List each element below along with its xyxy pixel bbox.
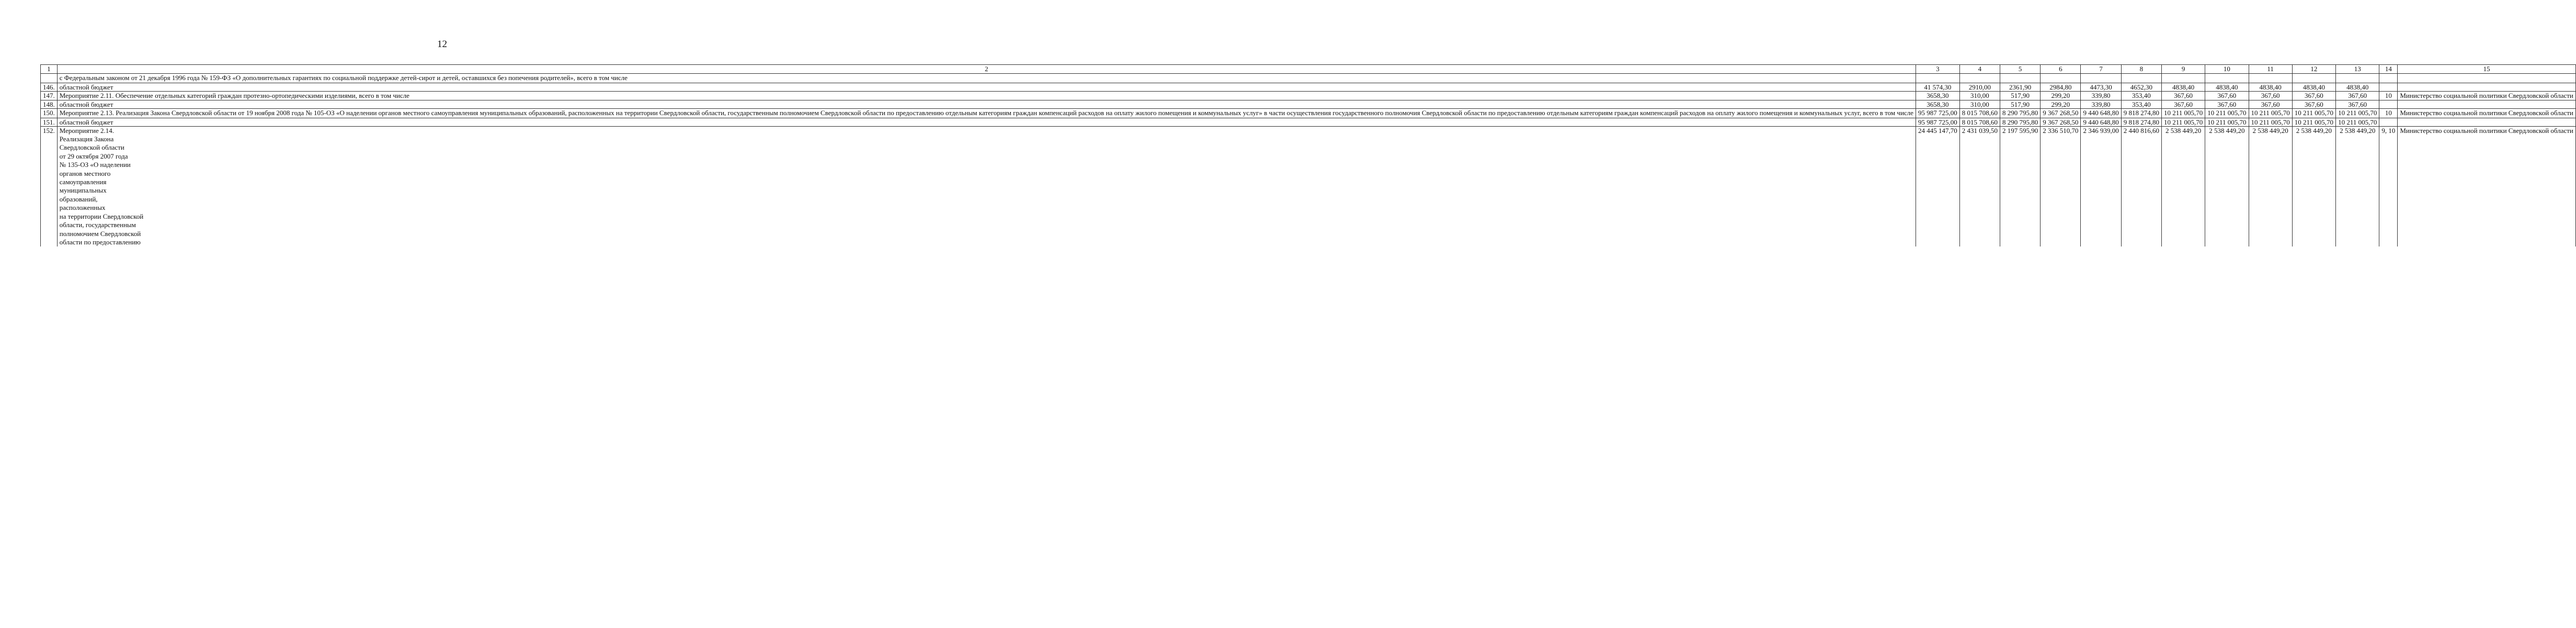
amount-cell: 310,00 (1959, 100, 2000, 109)
row-number: 146. (41, 83, 58, 91)
row-number: 152. (41, 126, 58, 246)
amount-cell: 367,60 (2161, 91, 2205, 100)
amount-cell: 10 211 005,70 (2161, 109, 2205, 118)
column-header: 8 (2121, 65, 2161, 74)
target-indicator-cell: 10 (2379, 91, 2398, 100)
amount-cell: 299,20 (2041, 100, 2081, 109)
amount-cell: 367,60 (2292, 91, 2335, 100)
amount-cell: 367,60 (2336, 91, 2379, 100)
target-indicator-cell (2379, 83, 2398, 91)
amount-cell (2336, 74, 2379, 83)
amount-cell (2000, 74, 2040, 83)
amount-cell: 2361,90 (2000, 83, 2040, 91)
row-description: областной бюджет (57, 100, 1916, 109)
row-description: с Федеральным законом от 21 декабря 1996 года № 159-ФЗ «О дополнительных гарантиях по социальной поддержке детей-сирот и детей, оставшихся без попечения родителей», всего в том числе (57, 74, 1916, 83)
responsible-executor-cell (2398, 118, 2576, 126)
column-header: 10 (2205, 65, 2249, 74)
amount-cell: 2984,80 (2041, 83, 2081, 91)
amount-cell: 367,60 (2161, 100, 2205, 109)
amount-cell: 2910,00 (1959, 83, 2000, 91)
row-number (41, 74, 58, 83)
amount-cell: 367,60 (2292, 100, 2335, 109)
responsible-executor-cell: Министерство социальной политики Свердловской области (2398, 126, 2576, 246)
target-indicator-cell (2379, 118, 2398, 126)
amount-cell: 2 538 449,20 (2161, 126, 2205, 246)
row-number: 147. (41, 91, 58, 100)
row-description: областной бюджет (57, 83, 1916, 91)
table-row (41, 118, 2576, 126)
amount-cell: 2 336 510,70 (2041, 126, 2081, 246)
responsible-executor-cell (2398, 74, 2576, 83)
amount-cell (2041, 74, 2081, 83)
column-header: 12 (2292, 65, 2335, 74)
amount-cell (2205, 74, 2249, 83)
amount-cell: 10 211 005,70 (2292, 109, 2335, 118)
row-description: Мероприятие 2.14. Реализация Закона Свердловской области от 29 октября 2007 года № 135-ОЗ «О наделении органов местного самоуправления муниципальных образований, расположенных на территории Свердловской области, государственным полномочием Свердловской области по предоставлению (57, 126, 1916, 246)
amount-cell: 8 015 708,60 (1959, 109, 2000, 118)
row-description: областной бюджет (57, 118, 1916, 126)
table-row (41, 109, 2576, 118)
column-header: 2 (57, 65, 1916, 74)
amount-cell: 41 574,30 (1916, 83, 1959, 91)
row-number: 148. (41, 100, 58, 109)
amount-cell: 2 440 816,60 (2121, 126, 2161, 246)
table-row (41, 91, 2576, 100)
amount-cell: 2 431 039,50 (1959, 126, 2000, 246)
amount-cell: 4838,40 (2161, 83, 2205, 91)
amount-cell: 4838,40 (2292, 83, 2335, 91)
amount-cell: 299,20 (2041, 91, 2081, 100)
amount-cell: 3658,30 (1916, 91, 1959, 100)
amount-cell: 517,90 (2000, 91, 2040, 100)
amount-cell: 95 987 725,00 (1916, 118, 1959, 126)
table-row (41, 83, 2576, 91)
amount-cell: 367,60 (2336, 100, 2379, 109)
amount-cell: 2 346 939,00 (2081, 126, 2121, 246)
amount-cell (1916, 74, 1959, 83)
amount-cell (2081, 74, 2121, 83)
column-header: 5 (2000, 65, 2040, 74)
table-row (41, 100, 2576, 109)
column-header: 13 (2336, 65, 2379, 74)
target-indicator-cell: 9, 10 (2379, 126, 2398, 246)
amount-cell: 2 538 449,20 (2205, 126, 2249, 246)
amount-cell: 10 211 005,70 (2205, 109, 2249, 118)
row-number: 150. (41, 109, 58, 118)
amount-cell: 310,00 (1959, 91, 2000, 100)
column-header: 4 (1959, 65, 2000, 74)
amount-cell: 9 440 648,80 (2081, 109, 2121, 118)
amount-cell: 4838,40 (2336, 83, 2379, 91)
amount-cell: 3658,30 (1916, 100, 1959, 109)
column-header: 11 (2249, 65, 2292, 74)
amount-cell: 2 538 449,20 (2336, 126, 2379, 246)
amount-cell: 339,80 (2081, 91, 2121, 100)
column-header: 1 (41, 65, 58, 74)
amount-cell: 353,40 (2121, 100, 2161, 109)
responsible-executor-cell: Министерство социальной политики Свердловской области (2398, 91, 2576, 100)
row-description: Мероприятие 2.13. Реализация Закона Свердловской области от 19 ноября 2008 года № 105-ОЗ «О наделении органов местного самоуправления муниципальных образований, расположенных на территории Свердловской области, государственным полномочием Свердловской области по предоставлению отдельным категориям граждан компенсаций расходов на оплату жилого помещения и коммунальных услуг» в части осуществления государственного полномочия Свердловской области по предоставлению отдельным категориям граждан компенсаций расходов на оплату жилого помещения и коммунальных услуг, всего в том числе (57, 109, 1916, 118)
amount-cell: 10 211 005,70 (2161, 118, 2205, 126)
column-header: 6 (2041, 65, 2081, 74)
amount-cell: 4838,40 (2205, 83, 2249, 91)
column-header: 9 (2161, 65, 2205, 74)
responsible-executor-cell (2398, 83, 2576, 91)
column-header: 3 (1916, 65, 1959, 74)
column-header: 14 (2379, 65, 2398, 74)
amount-cell: 8 290 795,80 (2000, 118, 2040, 126)
amount-cell: 2 197 595,90 (2000, 126, 2040, 246)
amount-cell: 367,60 (2249, 100, 2292, 109)
amount-cell: 10 211 005,70 (2336, 118, 2379, 126)
amount-cell: 339,80 (2081, 100, 2121, 109)
amount-cell: 9 367 268,50 (2041, 118, 2081, 126)
amount-cell (2249, 74, 2292, 83)
amount-cell: 10 211 005,70 (2292, 118, 2335, 126)
amount-cell: 9 818 274,80 (2121, 118, 2161, 126)
amount-cell (2292, 74, 2335, 83)
table-row (41, 126, 2576, 246)
amount-cell: 367,60 (2249, 91, 2292, 100)
target-indicator-cell (2379, 100, 2398, 109)
amount-cell: 353,40 (2121, 91, 2161, 100)
amount-cell: 10 211 005,70 (2205, 118, 2249, 126)
amount-cell: 9 818 274,80 (2121, 109, 2161, 118)
amount-cell: 2 538 449,20 (2249, 126, 2292, 246)
amount-cell: 367,60 (2205, 91, 2249, 100)
amount-cell: 517,90 (2000, 100, 2040, 109)
row-number: 151. (41, 118, 58, 126)
column-header: 7 (2081, 65, 2121, 74)
amount-cell: 8 290 795,80 (2000, 109, 2040, 118)
amount-cell: 10 211 005,70 (2249, 109, 2292, 118)
amount-cell: 95 987 725,00 (1916, 109, 1959, 118)
amount-cell (2161, 74, 2205, 83)
target-indicator-cell (2379, 74, 2398, 83)
amount-cell: 9 367 268,50 (2041, 109, 2081, 118)
amount-cell (1959, 74, 2000, 83)
page-number: 12 (437, 39, 447, 50)
amount-cell: 10 211 005,70 (2336, 109, 2379, 118)
amount-cell: 4473,30 (2081, 83, 2121, 91)
amount-cell (2121, 74, 2161, 83)
row-description: Мероприятие 2.11. Обеспечение отдельных категорий граждан протезно-ортопедическими изделиями, всего в том числе (57, 91, 1916, 100)
responsible-executor-cell: Министерство социальной политики Свердловской области (2398, 109, 2576, 118)
responsible-executor-cell (2398, 100, 2576, 109)
amount-cell: 4838,40 (2249, 83, 2292, 91)
table-row (41, 74, 2576, 83)
column-header: 15 (2398, 65, 2576, 74)
amount-cell: 4652,30 (2121, 83, 2161, 91)
target-indicator-cell: 10 (2379, 109, 2398, 118)
amount-cell: 9 440 648,80 (2081, 118, 2121, 126)
amount-cell: 8 015 708,60 (1959, 118, 2000, 126)
table-header-row (41, 65, 2576, 74)
amount-cell: 2 538 449,20 (2292, 126, 2335, 246)
amount-cell: 24 445 147,70 (1916, 126, 1959, 246)
amount-cell: 10 211 005,70 (2249, 118, 2292, 126)
budget-table (40, 64, 2576, 246)
amount-cell: 367,60 (2205, 100, 2249, 109)
